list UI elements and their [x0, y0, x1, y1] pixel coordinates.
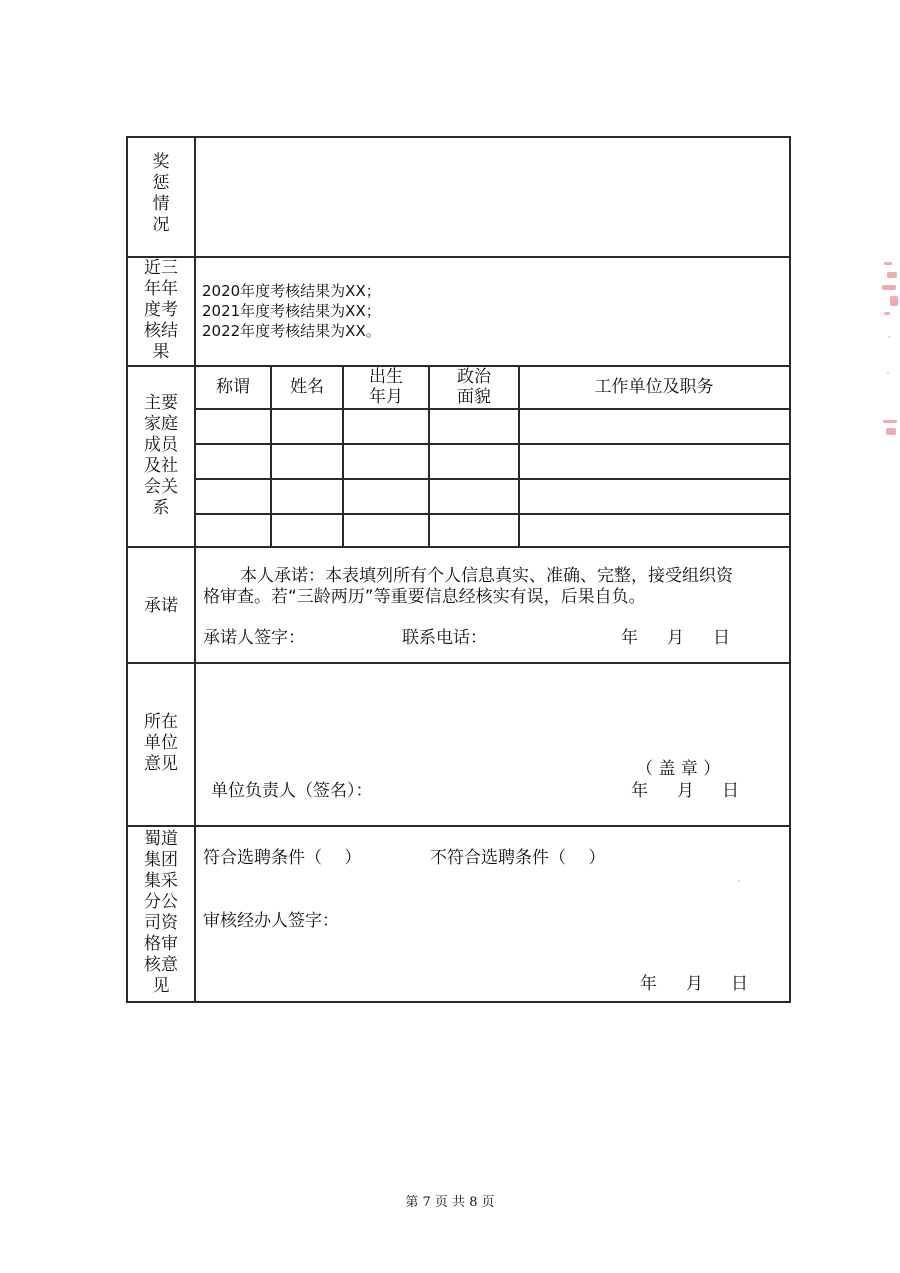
table-border-bottom	[126, 1001, 791, 1003]
assessment-result-2020: 2020年度考核结果为XX；	[202, 282, 381, 300]
unit-opinion-label-line: 意见	[144, 754, 178, 774]
family-row[interactable]	[196, 445, 788, 477]
family-header-political-line: 面貌	[457, 387, 491, 407]
family-row[interactable]	[196, 515, 788, 545]
unit-opinion-label	[127, 712, 195, 775]
family-header-political	[430, 367, 518, 407]
review-label-line: 核意	[144, 955, 178, 975]
review-label-line: 集团	[144, 850, 178, 870]
row-divider-family	[126, 546, 791, 548]
unit-year: 年	[631, 781, 648, 801]
assessment-label-line: 果	[152, 342, 170, 362]
unit-seal-label: （ 盖 章 ）	[636, 759, 721, 779]
family-row[interactable]	[196, 410, 788, 442]
unit-month: 月	[677, 781, 694, 801]
review-label-line: 见	[152, 976, 170, 996]
family-row[interactable]	[196, 480, 788, 512]
family-label-line: 系	[152, 498, 170, 518]
unit-opinion-label-line: 单位	[144, 733, 178, 753]
assessment-label-line: 年年	[144, 279, 178, 299]
family-header-birth-line: 年月	[369, 387, 403, 407]
stamp-fragment	[887, 272, 897, 278]
awards-label-char: 情	[152, 194, 170, 214]
assessment-label	[127, 258, 195, 363]
row-divider-awards	[126, 256, 791, 258]
review-handler-label: 审核经办人签字：	[203, 911, 339, 931]
review-day: 日	[731, 974, 748, 994]
stamp-fragment	[890, 296, 898, 306]
scan-speck	[738, 880, 740, 882]
commitment-text-line2: 格审查。若“三龄两历”等重要信息经核实有误，后果自负。	[203, 587, 646, 607]
scan-speck	[887, 372, 889, 374]
review-not-qualified-option[interactable]: 不符合选聘条件（ ）	[430, 848, 606, 868]
family-label-line: 会关	[144, 477, 178, 497]
review-label-line: 格审	[144, 934, 178, 954]
family-header-relation: 称谓	[216, 377, 250, 397]
family-label	[127, 393, 195, 519]
unit-opinion-label-line: 所在	[144, 712, 178, 732]
family-header-name: 姓名	[290, 377, 324, 397]
awards-label-char: 奖	[152, 152, 170, 172]
assessment-label-line: 核结	[144, 321, 178, 341]
awards-label-char: 惩	[152, 173, 170, 193]
review-month: 月	[686, 974, 703, 994]
awards-label	[127, 152, 195, 236]
unit-responsible-label: 单位负责人（签名）：	[211, 781, 373, 801]
row-divider-unit	[126, 825, 791, 827]
stamp-fragment	[886, 428, 896, 435]
review-year: 年	[640, 974, 657, 994]
stamp-fragment	[882, 285, 896, 290]
review-label	[127, 829, 195, 997]
scan-speck	[888, 336, 890, 338]
assessment-label-line: 近三	[144, 258, 178, 278]
family-header-political-line: 政治	[457, 367, 491, 387]
family-header-birth	[344, 367, 428, 407]
assessment-results	[202, 281, 381, 341]
family-label-line: 成员	[144, 435, 178, 455]
review-qualified-option[interactable]: 符合选聘条件（ ）	[203, 848, 362, 868]
awards-content-field[interactable]	[196, 138, 788, 255]
review-label-line: 司资	[144, 913, 178, 933]
family-label-line: 家庭	[144, 414, 178, 434]
review-label-line: 蜀道	[144, 829, 178, 849]
assessment-result-2022: 2022年度考核结果为XX。	[202, 322, 381, 340]
commitment-phone-label: 联系电话：	[402, 628, 487, 648]
page-number: 第 7 页 共 8 页	[405, 1195, 495, 1210]
family-label-line: 主要	[144, 393, 178, 413]
commitment-label: 承诺	[144, 596, 178, 616]
review-label-line: 分公	[144, 892, 178, 912]
commitment-day: 日	[713, 628, 730, 648]
review-label-line: 集采	[144, 871, 178, 891]
stamp-fragment	[883, 420, 897, 423]
commitment-text-line1: 本人承诺：本表填列所有个人信息真实、准确、完整，接受组织资	[240, 566, 733, 586]
family-header-work: 工作单位及职务	[594, 377, 714, 397]
unit-day: 日	[722, 781, 739, 801]
assessment-result-2021: 2021年度考核结果为XX；	[202, 302, 381, 320]
stamp-fragment	[884, 262, 892, 265]
table-border-right	[789, 136, 791, 1002]
commitment-month: 月	[667, 628, 684, 648]
row-divider-commitment	[126, 662, 791, 664]
commitment-signature-label: 承诺人签字：	[203, 628, 305, 648]
family-label-line: 及社	[144, 456, 178, 476]
family-header-birth-line: 出生	[369, 367, 403, 387]
stamp-fragment	[884, 312, 890, 315]
commitment-year: 年	[621, 628, 638, 648]
awards-label-char: 况	[152, 215, 170, 235]
assessment-label-line: 度考	[144, 300, 178, 320]
